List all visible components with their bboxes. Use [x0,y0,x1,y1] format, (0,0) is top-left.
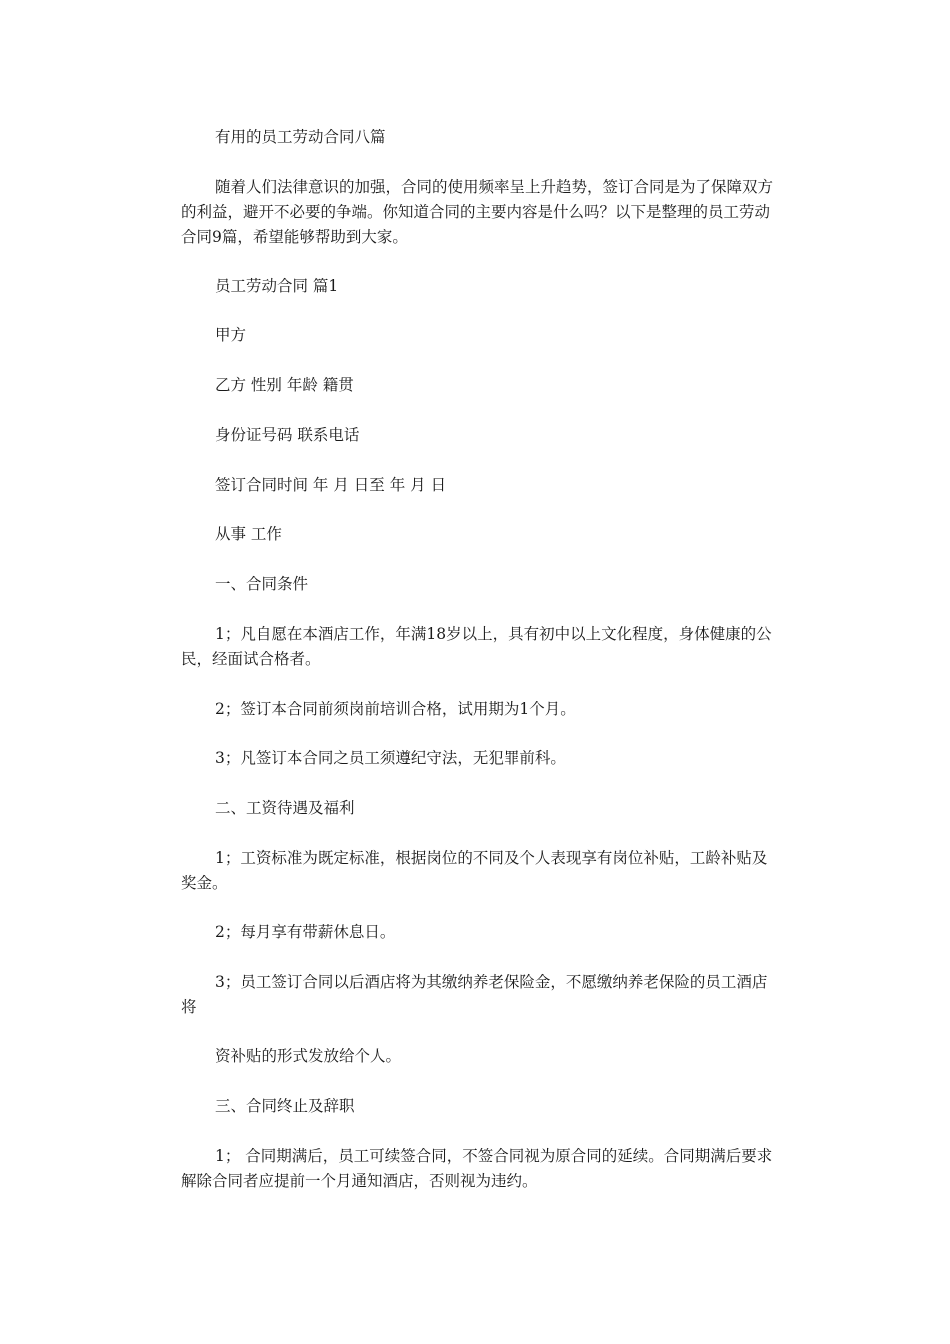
part1-item: 3；凡签订本合同之员工须遵纪守法，无犯罪前科。 [215,749,566,767]
sign-time-line: 签订合同时间 年 月 日至 年 月 日 [215,476,447,494]
part2-item-continued: 资补贴的形式发放给个人。 [215,1047,402,1065]
part2-item: 1；工资标准为既定标准，根据岗位的不同及个人表现享有岗位补贴，工龄补贴及奖金。 [181,849,768,892]
part2-item: 2；每月享有带薪休息日。 [215,923,396,941]
intro-paragraph: 随着人们法律意识的加强，合同的使用频率呈上升趋势，签订合同是为了保障双方的利益，避开不必要的争端。你知道合同的主要内容是什么吗？以下是整理的员工劳动合同9篇，希望能够帮助到大家。 [181,178,774,246]
part1-item: 1；凡自愿在本酒店工作，年满18岁以上，具有初中以上文化程度，身体健康的公民，经面试合格者。 [181,625,772,668]
party-b-line: 乙方 性别 年龄 籍贯 [215,376,354,394]
part3-item: 1； 合同期满后，员工可续签合同，不签合同视为原合同的延续。合同期满后要求解除合同者应提前一个月通知酒店，否则视为违约。 [181,1147,773,1190]
part2-item: 3；员工签订合同以后酒店将为其缴纳养老保险金，不愿缴纳养老保险的员工酒店将 [181,973,768,1016]
party-a-line: 甲方 [215,326,247,344]
document-title: 有用的员工劳动合同八篇 [215,128,386,146]
part3-heading: 三、合同终止及辞职 [215,1097,355,1115]
part1-heading: 一、合同条件 [215,575,309,593]
part2-heading: 二、工资待遇及福利 [215,799,355,817]
id-phone-line: 身份证号码 联系电话 [215,426,360,444]
part1-item: 2；签订本合同前须岗前培训合格，试用期为1个月。 [215,700,576,718]
section-heading: 员工劳动合同 篇1 [215,277,339,295]
work-line: 从事 工作 [215,525,282,543]
